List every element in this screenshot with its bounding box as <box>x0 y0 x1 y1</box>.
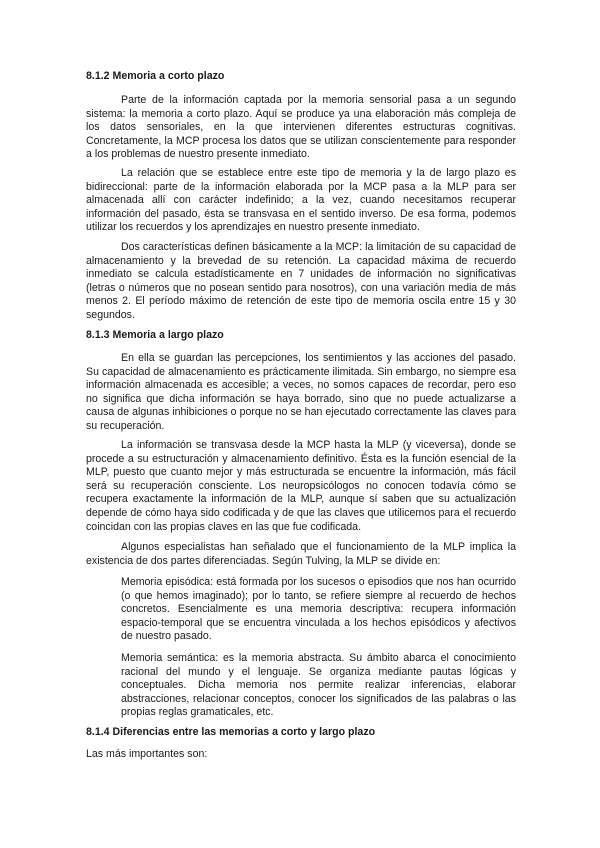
section-heading-8-1-2: 8.1.2 Memoria a corto plazo <box>86 70 225 82</box>
paragraph-episodic-memory: Memoria episódica: está formada por los sucesos o episodios que nos han ocurrido (o que hemos imaginado); por lo tanto, se refiere siempre al recuerdo de hechos concretos. Esencialmente es una memoria descriptiva: recupera información espacio-temporal que se encuentra vinculada a los hechos episódicos y afectivos de nuestro pasado. <box>121 576 516 643</box>
paragraph: En ella se guardan las percepciones, los sentimientos y las acciones del pasado. Su capacidad de almacenamiento es prácticamente ilimitada. Sin embargo, no siempre esa información almacenada es accesible; a veces, no somos capaces de recordar, pero eso no significa que dicha información se haya borrado, sino que no puede actualizarse a causa de algunas inhibiciones o porque no se han ejecutado correctamente las claves para su recuperación. <box>86 352 516 432</box>
paragraph: Las más importantes son: <box>86 748 208 760</box>
paragraph: La relación que se establece entre este tipo de memoria y la de largo plazo es bidireccional: parte de la información elaborada por la MCP pasa a la MLP para ser almacenada allí con carácter indefinido; a la vez, cuando necesitamos recuperar información del pasado, ésta se transvasa en el sentido inverso. De esa forma, podemos utilizar los recuerdos y los aprendizajes en nuestro presente inmediato. <box>86 167 516 234</box>
paragraph: Dos características definen básicamente a la MCP: la limitación de su capacidad de almacenamiento y la brevedad de su retención. La capacidad máxima de recuerdo inmediato se calcula estadísticamente en 7 unidades de información no significativas (letras o números que no posean sentido para nosotros), con una variación media de más menos 2. El período máximo de retención de este tipo de memoria oscila entre 15 y 30 segundos. <box>86 241 516 321</box>
section-heading-8-1-3: 8.1.3 Memoria a largo plazo <box>86 329 224 341</box>
paragraph-semantic-memory: Memoria semántica: es la memoria abstracta. Su ámbito abarca el conocimiento racional del mundo y el lenguaje. Se organiza mediante pautas lógicas y conceptuales. Dicha memoria nos permite realizar inferencias, elaborar abstracciones, relacionar conceptos, conocer los significados de las palabras o las propias reglas gramaticales, etc. <box>121 652 516 719</box>
paragraph: Parte de la información captada por la memoria sensorial pasa a un segundo sistema: la memoria a corto plazo. Aquí se produce ya una elaboración más compleja de los datos sensoriales, en la que intervienen diferentes estructuras cognitivas. Concretamente, la MCP procesa los datos que se utilizan conscientemente para responder a los problemas de nuestro presente inmediato. <box>86 94 516 161</box>
paragraph: La información se transvasa desde la MCP hasta la MLP (y viceversa), donde se procede a su estructuración y almacenamiento definitivo. Ésta es la función esencial de la MLP, puesto que cuanto mejor y más estructurada se encuentre la información, más fácil será su recuperación consciente. Los neuropsicólogos no conocen todavía cómo se recupera exactamente la información de la MLP, aunque sí saben que su actualización depende de cómo haya sido codificada y de que las claves que utilicemos para el recuerdo coincidan con las propias claves en las que fue codificada. <box>86 439 516 533</box>
section-heading-8-1-4: 8.1.4 Diferencias entre las memorias a corto y largo plazo <box>86 726 376 738</box>
paragraph: Algunos especialistas han señalado que el funcionamiento de la MLP implica la existencia de dos partes diferenciadas. Según Tulving, la MLP se divide en: <box>86 541 516 567</box>
